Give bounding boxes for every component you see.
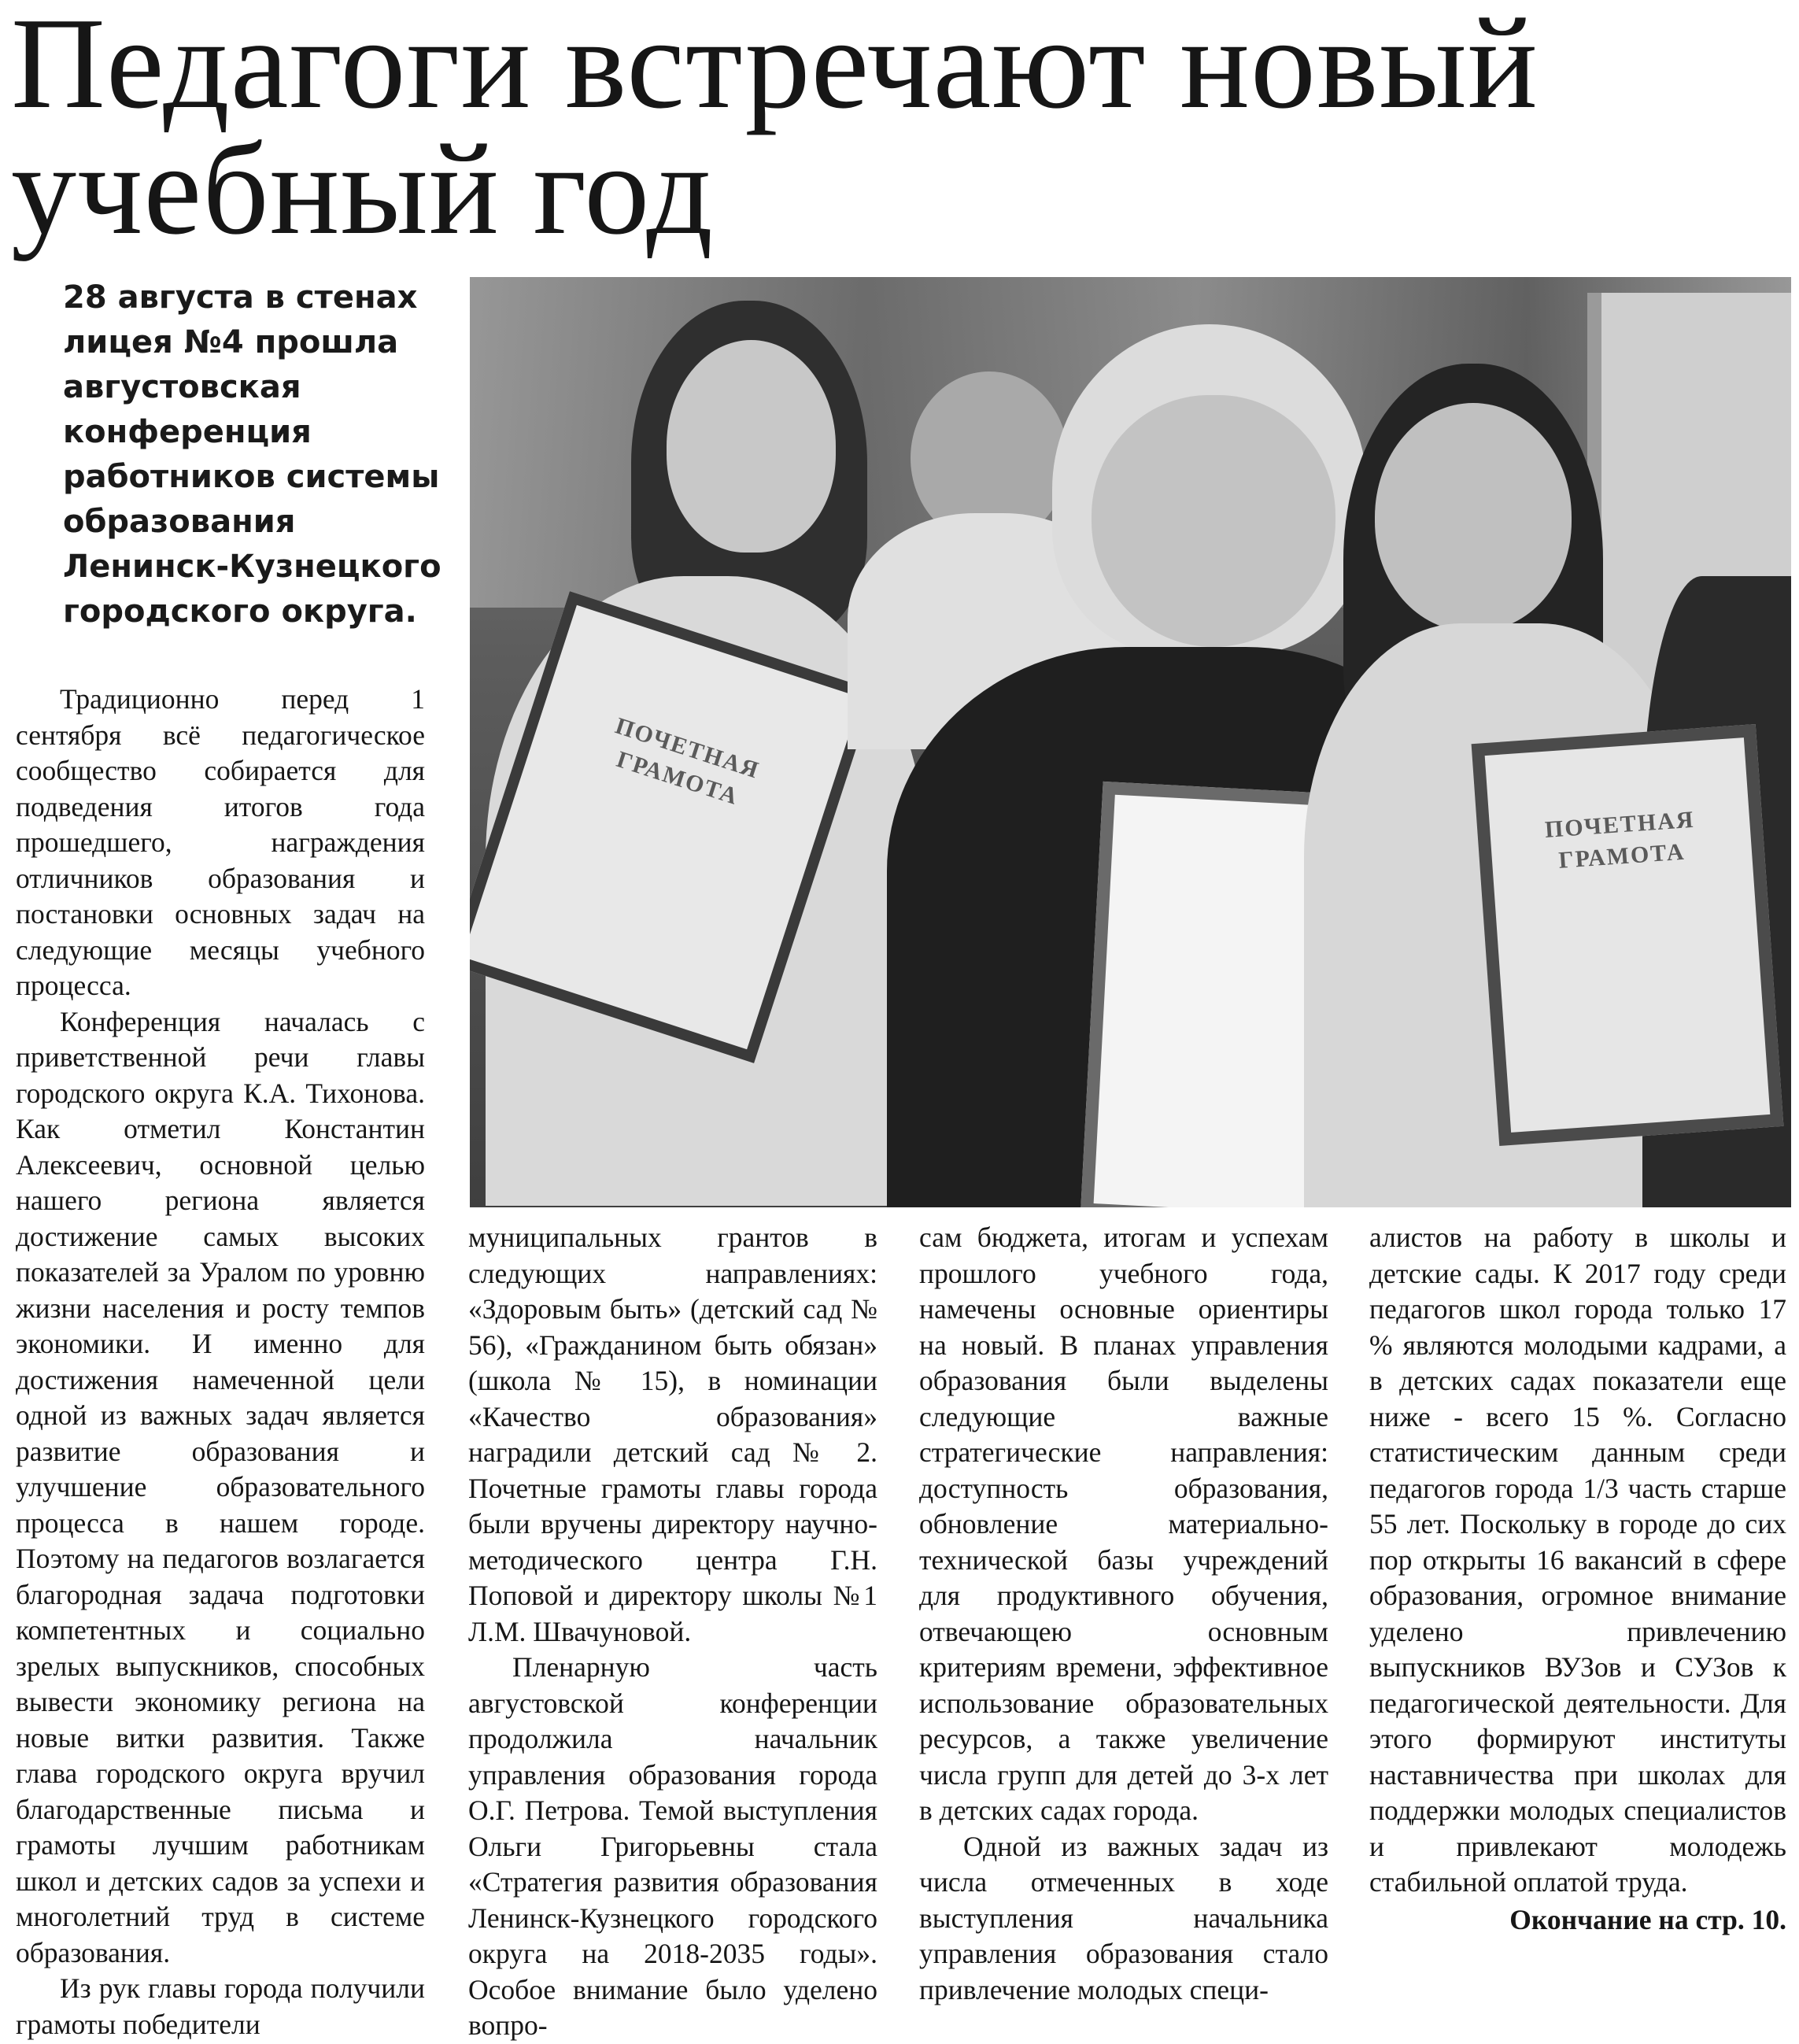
article-headline: Педагоги встречают новый учебный год xyxy=(11,0,1539,261)
photo-person-left-face xyxy=(667,340,836,553)
text-column-1 xyxy=(16,682,425,2042)
article-photo xyxy=(470,277,1791,1207)
text-column-2 xyxy=(468,1220,877,2044)
photo-person-center-face xyxy=(1092,395,1335,647)
certificate-right xyxy=(1472,724,1784,1146)
photo-person-right-face xyxy=(1375,403,1572,631)
continuation-note: Окончание на стр. 10. xyxy=(1509,1903,1786,1935)
article-lead: 28 августа в стенах лицея №4 прошла августовская конференция работников системы образования Ленинск-Кузнецкого городского округа. xyxy=(63,279,441,630)
paragraph: алистов на работу в школы и детские сады. К 2017 году среди педагогов школ города только 17 % являются молодыми кадрами, а в детских садах показатели еще ниже - всего 15 %. Согласно статистическим данным среди педагогов города 1/3 часть старше 55 лет. Поскольку в городе до сих пор открыты 16 вакансий в сфере образования, огромное внимание уделено привлечению выпускников ВУЗов и СУЗов к педагогической деятельности. Для этого формируют институты наставничества при школах для поддержки молодых специалистов и привлекают молодежь стабильной оплатой труда. xyxy=(1369,1222,1786,1898)
paragraph: Одной из важных задач из числа отмеченных в ходе выступления начальника управления образования стало привлечение молодых специ- xyxy=(919,1830,1328,2005)
text-column-3 xyxy=(919,1220,1328,2008)
certificate-right-title: ПОЧЕТНАЯ ГРАМОТА xyxy=(1543,806,1696,874)
paragraph: муниципальных грантов в следующих направлениях: «Здоровым быть» (детский сад № 56), «Гражданином быть обязан» (школа № 15), в номинации «Качество образования» наградили детский сад № 2. Почетные грамоты главы города были вручены директору научно-методического центра Г.Н. Поповой и директору школы №1 Л.М. Швачуновой. xyxy=(468,1222,877,1647)
paragraph: Из рук главы города получили грамоты победители xyxy=(16,1972,425,2040)
paragraph: Традиционно перед 1 сентября всё педагогическое сообщество собирается для подведения итогов года прошедшего, награждения отличников образования и постановки основных задач на следующие месяцы учебного процесса. xyxy=(16,683,425,1001)
paragraph: Пленарную часть августовской конференции продолжила начальник управления образования города О.Г. Петрова. Темой выступления Ольги Григорьевны стала «Стратегия развития образования Ленинск-Кузнецкого городского округа на 2018-2035 годы». Особое внимание было уделено вопро- xyxy=(468,1651,877,2041)
paragraph: сам бюджета, итогам и успехам прошлого учебного года, намечены основные ориентиры на новый. В планах управления образования были выделены следующие важные стратегические направления: доступность образования, обновление материально-технической базы учреждений для продуктивного обучения, отвечающею основным критериям времени, эффективное использование образовательных ресурсов, а также увеличение числа групп для детей до 3-х лет в детских садах города. xyxy=(919,1222,1328,1826)
paragraph: Конференция началась с приветственной речи главы городского округа К.А. Тихонова. Как отметил Константин Алексеевич, основной целью нашего региона является достижение самых высоких показателей за Уралом по уровню жизни населения и росту темпов экономики. И именно для достижения намеченной цели одной из важных задач является развитие образования и улучшение образовательного процесса в нашем городе. Поэтому на педагогов возлагается благородная задача подготовки компетентных и социально зрелых выпускников, способных вывести экономику региона на новые витки развития. Также глава городского округа вручил благодарственные письма и грамоты лучшим работникам школ и детских садов за успехи и многолетний труд в системе образования. xyxy=(16,1005,425,1968)
text-column-4 xyxy=(1369,1220,1786,1938)
certificate-left-title: ПОЧЕТНАЯ ГРАМОТА xyxy=(611,712,763,811)
